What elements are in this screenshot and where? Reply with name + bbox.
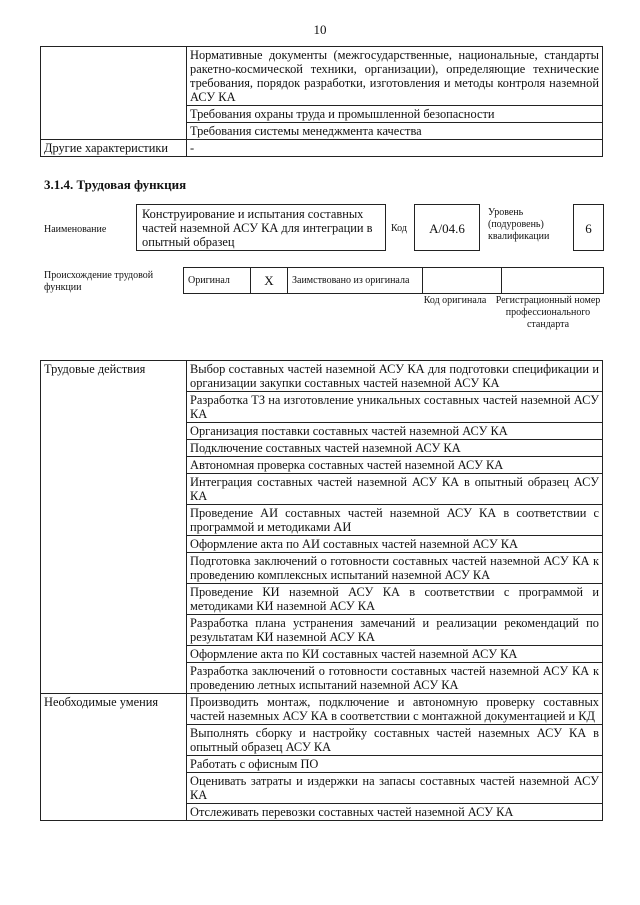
page-number: 10 [313,22,327,37]
knowledge-item: Требования системы менеджмента качества [187,123,603,140]
borrowed-label: Заимствовано из оригинала [288,268,423,294]
table-row [41,361,603,392]
labor_actions-item: Разработка плана устранения замечаний и реализации рекомендаций по результатам КИ наземной АСУ КА [187,615,603,646]
code-label: Код [391,223,407,234]
labor_actions-item: Оформление акта по АИ составных частей наземной АСУ КА [187,536,603,553]
origin-label: Происхождение трудовой функции [44,270,154,293]
origin-table [183,267,604,294]
skills-item: Оценивать затраты и издержки на запасы составных частей наземной АСУ КА [187,773,603,804]
registration-number-cell [502,268,604,294]
function-name-value: Конструирование и испытания составных частей наземной АСУ КА для интеграции в опытный образец [142,207,373,249]
code-box [414,204,480,251]
labor_actions-item: Разработка ТЗ на изготовление уникальных составных частей наземной АСУ КА [187,392,603,423]
labor_actions-item: Проведение АИ составных частей наземной АСУ КА в соответствии с программой и методиками АИ [187,505,603,536]
code-value: А/04.6 [429,221,465,236]
labor_actions-item: Разработка заключений о готовности составных частей наземной АСУ КА к проведению летных испытаний наземной АСУ КА [187,663,603,694]
skills-item: Выполнять сборку и настройку составных частей наземных АСУ КА в опытный образец АСУ КА [187,725,603,756]
skills-item: Отслеживать перевозки составных частей наземной АСУ КА [187,804,603,821]
labor_actions-item: Оформление акта по КИ составных частей наземной АСУ КА [187,646,603,663]
original-label: Оригинал [184,268,251,294]
labor_actions-item: Проведение КИ наземной АСУ КА в соответствии с программой и методиками КИ наземной АСУ КА [187,584,603,615]
other-characteristics-label: Другие характеристики [41,140,187,157]
skills-label: Необходимые умения [41,694,187,821]
skills-item: Работать с офисным ПО [187,756,603,773]
original-code-cell [423,268,502,294]
labor_actions-item: Выбор составных частей наземной АСУ КА для подготовки спецификации и организации закупки составных частей наземной АСУ КА [187,361,603,392]
knowledge-item: Требования охраны труда и промышленной безопасности [187,106,603,123]
qualification-level-label: Уровень (подуровень) квалификации [488,207,550,242]
other-characteristics-value: - [187,140,603,157]
labor_actions-label: Трудовые действия [41,361,187,694]
labor_actions-item: Автономная проверка составных частей наземной АСУ КА [187,457,603,474]
name-label: Наименование [44,224,107,235]
labor_actions-item: Интеграция составных частей наземной АСУ КА в опытный образец АСУ КА [187,474,603,505]
labor_actions-item: Организация поставки составных частей наземной АСУ КА [187,423,603,440]
empty-label-cell [41,47,187,140]
original-code-caption: Код оригинала [423,295,487,306]
table-row [41,47,603,106]
table-row [184,268,604,294]
section-title: 3.1.4. Трудовая функция [44,177,187,192]
labor_actions-item: Подключение составных частей наземной АСУ КА [187,440,603,457]
skills-item: Производить монтаж, подключение и автономную проверку составных частей наземных АСУ КА в соответствии с монтажной документацией и КД [187,694,603,725]
labor-function-table [40,360,603,821]
table-row [41,140,603,157]
labor_actions-item: Подготовка заключений о готовности составных частей наземной АСУ КА к проведению комплексных испытаний наземной АСУ КА [187,553,603,584]
registration-number-caption: Регистрационный номер профессионального стандарта [495,295,601,330]
level-box [573,204,604,251]
knowledge-table [40,46,603,157]
table-row [41,694,603,725]
knowledge-item: Нормативные документы (межгосударственные, национальные, стандарты ракетно-космической техники, организации), определяющие технические требования, порядок разработки, изготовления и методы контроля наземной АСУ КА [187,47,603,106]
level-value: 6 [585,221,592,236]
original-mark: X [251,268,288,294]
function-name-box [136,204,386,251]
